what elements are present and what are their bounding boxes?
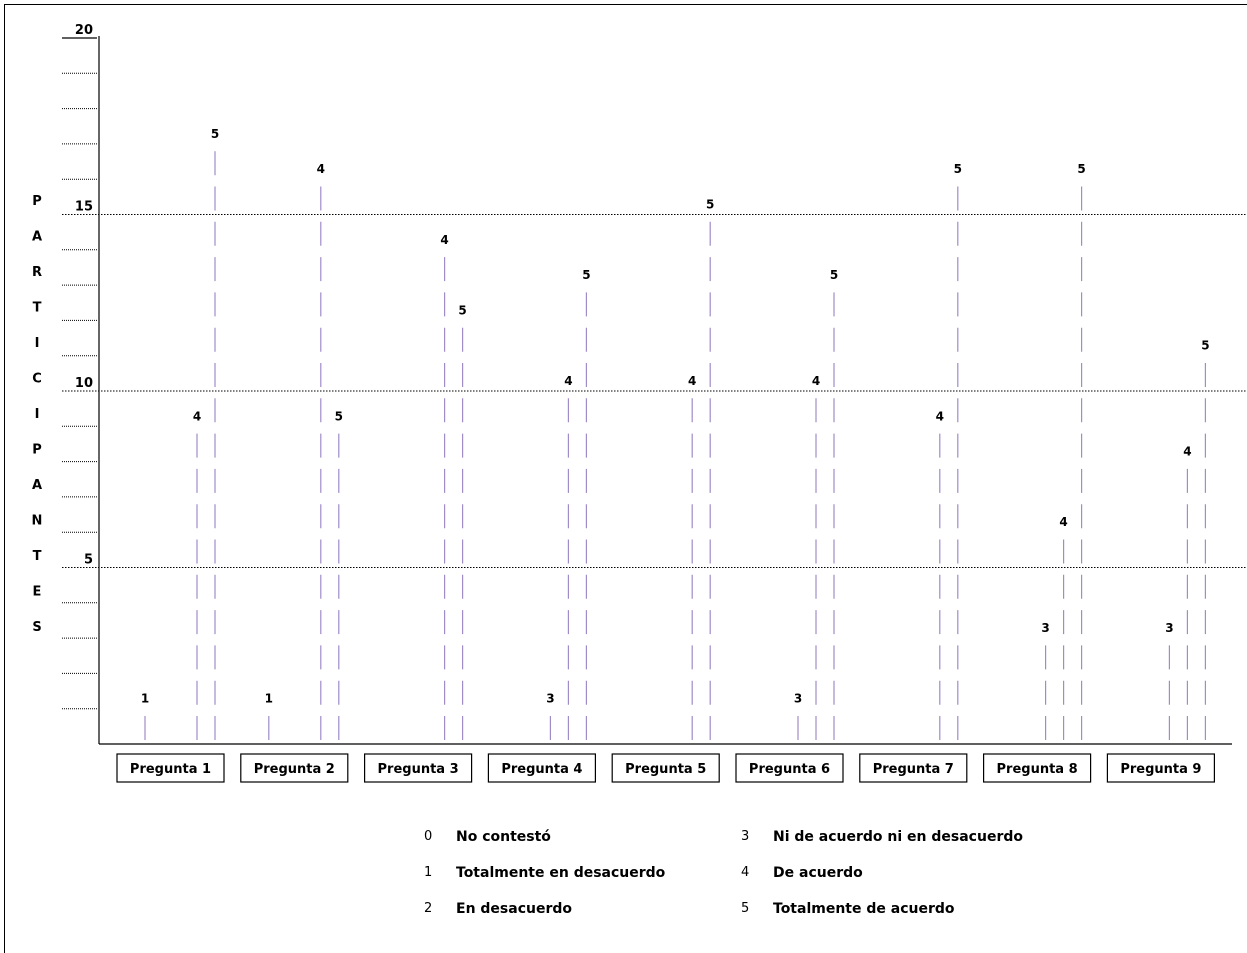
legend-code: 0 xyxy=(424,829,433,844)
y-axis-title-letter: A xyxy=(31,478,43,493)
x-category-label: Pregunta 6 xyxy=(748,762,831,777)
bar-value-label: 5 xyxy=(953,162,962,177)
x-category-label: Pregunta 8 xyxy=(996,762,1078,777)
y-tick-label: 10 xyxy=(74,376,93,391)
legend-code: 5 xyxy=(741,901,750,916)
legend-label: Totalmente de acuerdo xyxy=(773,901,955,917)
x-category-label: Pregunta 4 xyxy=(501,762,583,777)
y-axis-title-letter: P xyxy=(32,194,42,209)
y-axis-title-letter: I xyxy=(34,336,40,351)
legend-label: No contestó xyxy=(456,829,551,845)
y-tick-label: 20 xyxy=(74,23,93,38)
y-axis-title-letter: T xyxy=(32,300,42,316)
x-category-label: Pregunta 3 xyxy=(377,762,459,777)
x-category-label: Pregunta 7 xyxy=(872,762,954,777)
y-axis-title-letter: P xyxy=(32,442,42,458)
y-axis-title-letter: I xyxy=(34,407,40,422)
bar-value-label: 5 xyxy=(582,268,591,283)
bar-value-label: 5 xyxy=(706,197,715,212)
x-category-label: Pregunta 9 xyxy=(1120,762,1202,777)
legend-code: 2 xyxy=(424,901,433,916)
bar-value-label: 3 xyxy=(546,691,555,706)
y-tick-label: 15 xyxy=(74,199,93,215)
bar-value-label: 3 xyxy=(1165,621,1174,636)
legend-label: En desacuerdo xyxy=(456,901,573,917)
legend-label: Ni de acuerdo ni en desacuerdo xyxy=(773,829,1023,845)
bar-value-label: 4 xyxy=(440,232,449,247)
legend-code: 4 xyxy=(741,865,750,880)
y-axis-title-letter: C xyxy=(32,371,42,387)
bar-value-label: 4 xyxy=(935,409,944,424)
bar-value-label: 5 xyxy=(829,268,839,283)
legend-code: 1 xyxy=(424,865,433,880)
bar-value-label: 5 xyxy=(334,409,343,424)
x-category-label: Pregunta 5 xyxy=(625,762,707,777)
y-tick-label: 5 xyxy=(83,552,93,568)
y-axis-title-letter: N xyxy=(31,513,43,529)
bar-value-label: 4 xyxy=(811,374,821,388)
bar-value-label: 4 xyxy=(192,409,202,424)
legend-code: 3 xyxy=(741,829,750,844)
y-axis-title-letter: E xyxy=(32,584,42,600)
y-axis-title-letter: A xyxy=(31,229,43,245)
y-axis-title-letter: T xyxy=(32,549,42,564)
bar-value-label: 1 xyxy=(140,691,150,706)
bar-value-label: 3 xyxy=(1041,621,1050,636)
bar-value-label: 3 xyxy=(793,691,803,706)
bar-value-label: 4 xyxy=(688,374,697,388)
y-axis-title-letter: R xyxy=(31,265,43,280)
x-category-label: Pregunta 2 xyxy=(253,762,335,777)
bar-value-label: 4 xyxy=(316,162,325,177)
x-category-label: Pregunta 1 xyxy=(129,762,212,777)
bar-value-label: 5 xyxy=(458,303,467,318)
bar-value-label: 5 xyxy=(1077,162,1086,177)
bar-value-label: 5 xyxy=(210,126,220,141)
legend-label: De acuerdo xyxy=(773,865,863,881)
y-axis-title-letter: S xyxy=(32,620,42,635)
legend-label: Totalmente en desacuerdo xyxy=(456,865,666,881)
bar-value-label: 1 xyxy=(264,691,273,706)
bar-value-label: 4 xyxy=(1183,444,1192,459)
bar-value-label: 4 xyxy=(1059,515,1068,530)
bar-value-label: 5 xyxy=(1201,338,1210,353)
bar-value-label: 4 xyxy=(564,374,573,388)
